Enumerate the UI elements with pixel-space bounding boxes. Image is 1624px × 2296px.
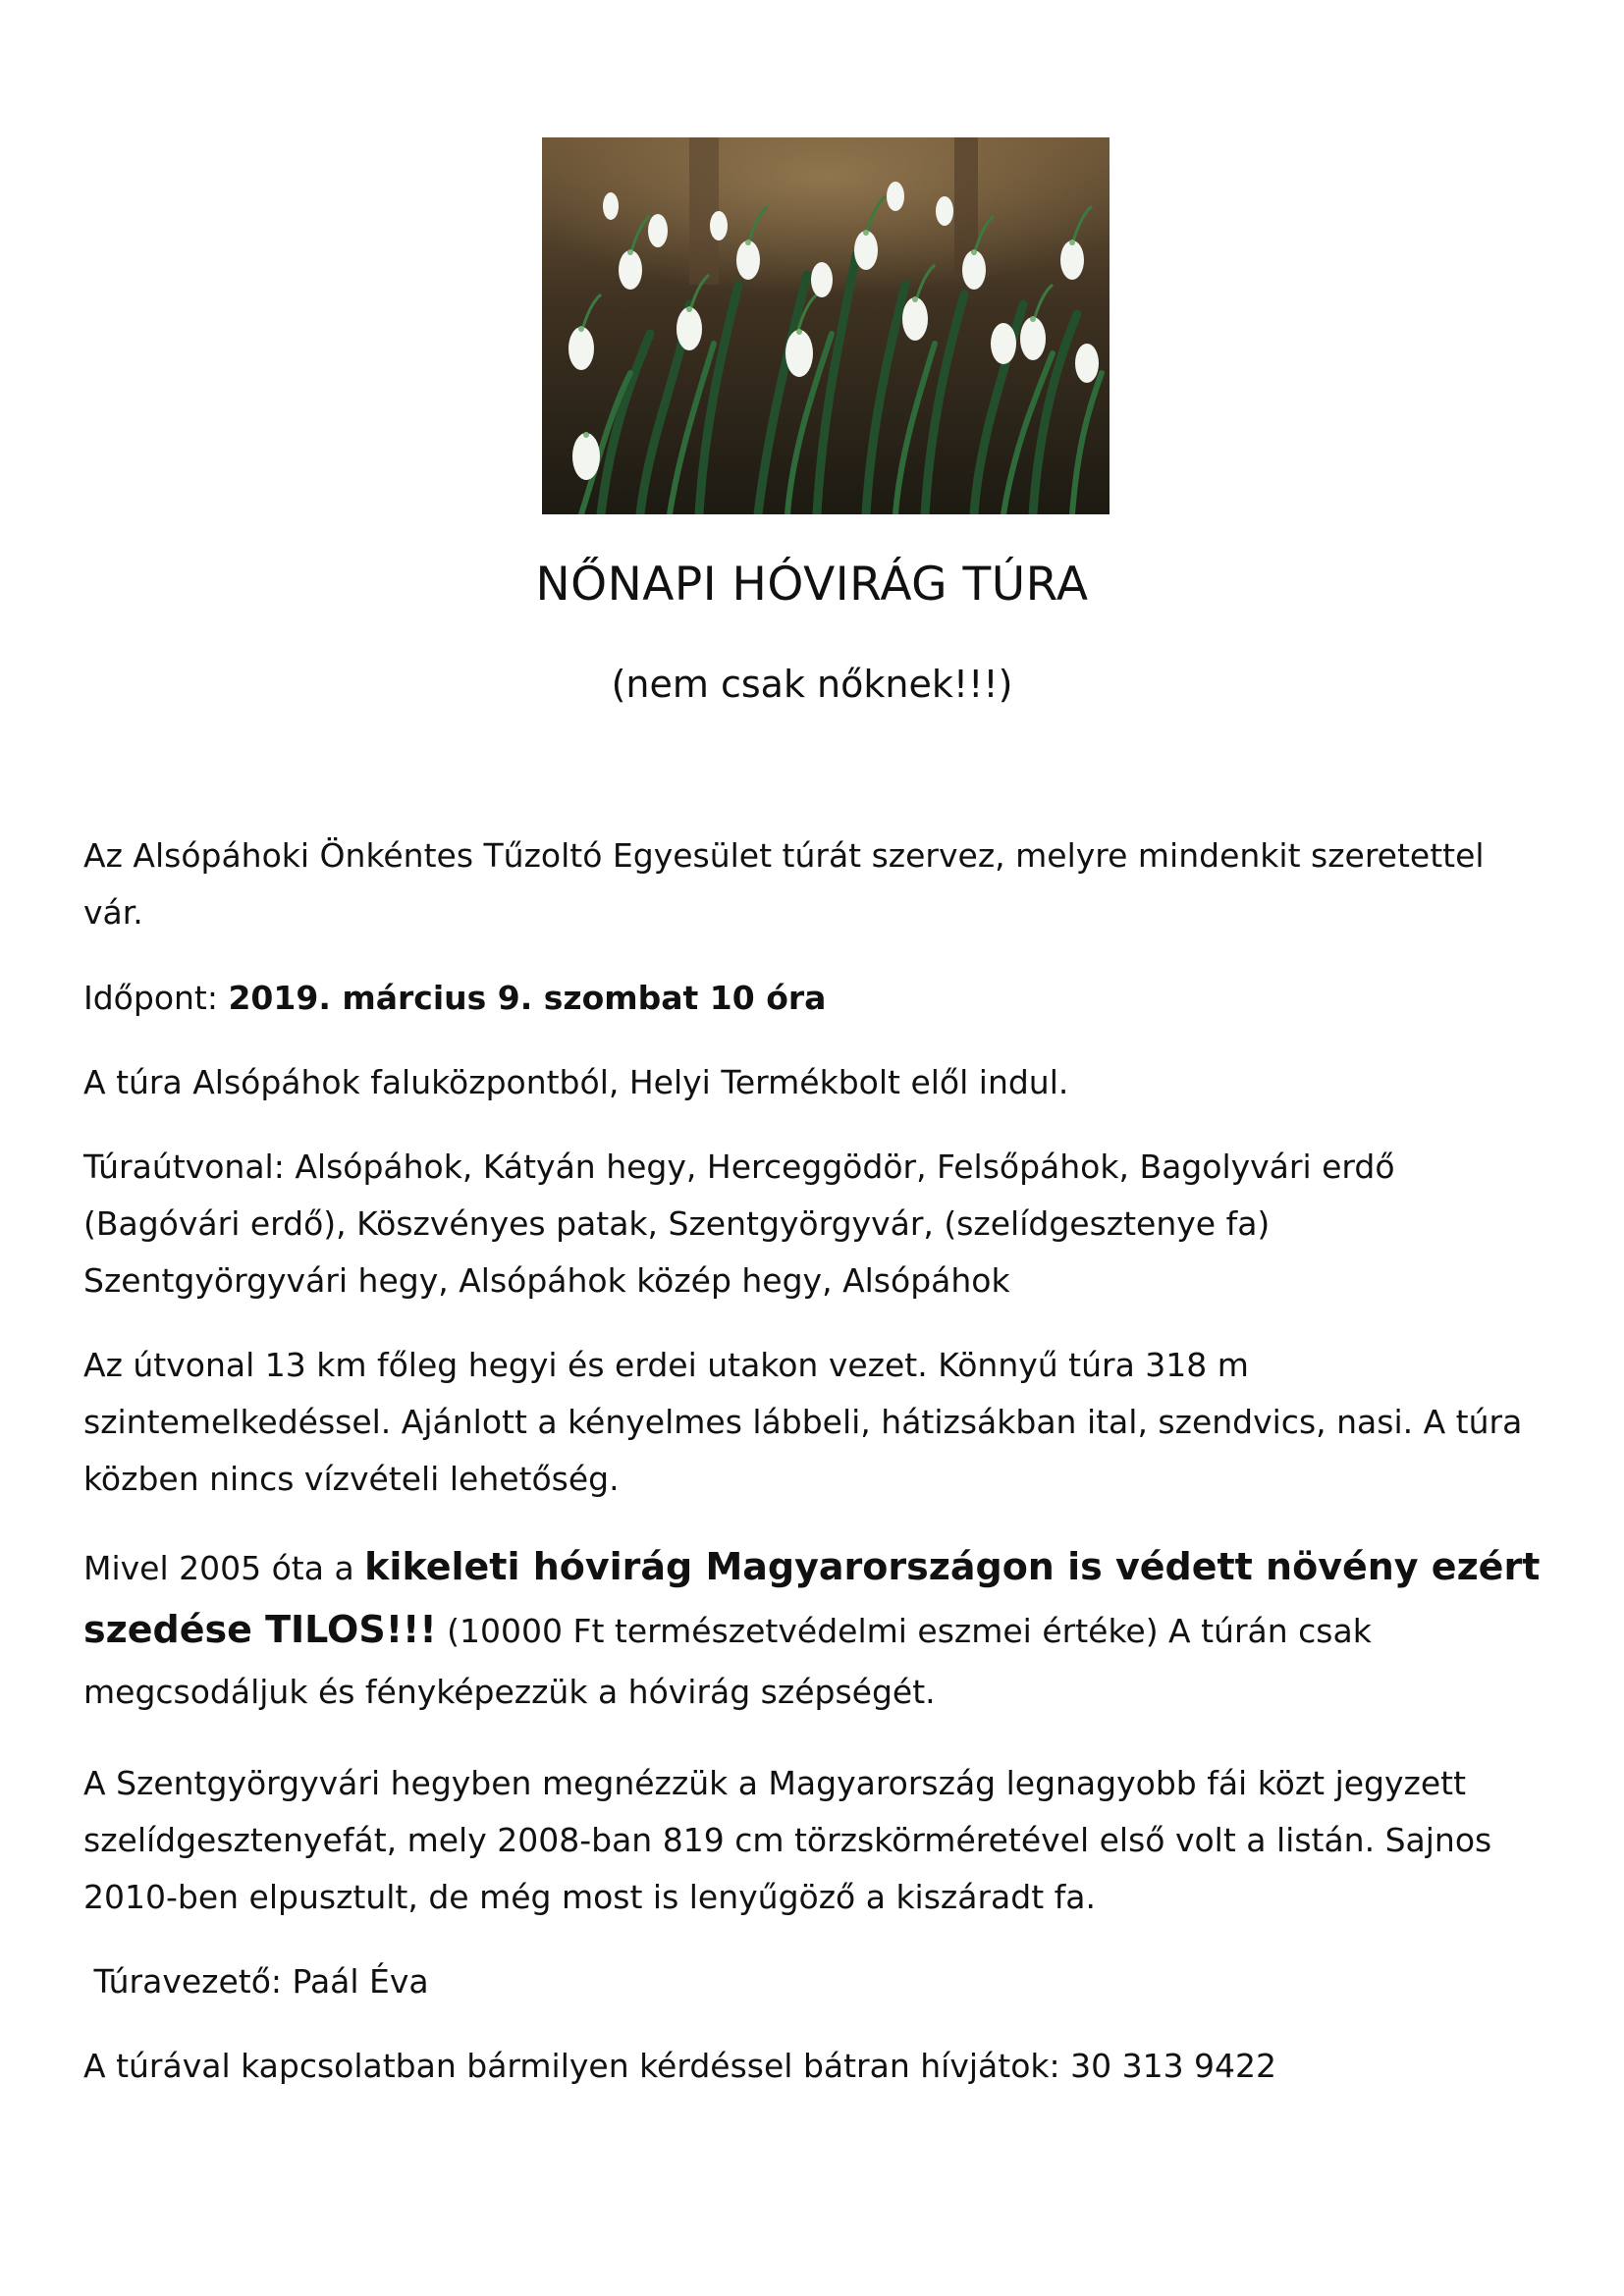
tree-line-2: szelídgesztenyefát, mely 2008-ban 819 cm törzskörméretével első volt a listán. Sajnos: [83, 1821, 1492, 1859]
info-line-3: közben nincs vízvételi lehetőség.: [83, 1460, 620, 1498]
contact-line: A túrával kapcsolatban bármilyen kérdéssel bátran hívjátok: 30 313 9422: [83, 2047, 1277, 2085]
flyer-title: NŐNAPI HÓVIRÁG TÚRA: [535, 558, 1089, 612]
snowdrop-photo: [542, 137, 1110, 514]
info-paragraph: [83, 1337, 1556, 1508]
route-line-3: Szentgyörgyvári hegy, Alsópáhok közép hegy, Alsópáhok: [83, 1261, 1010, 1300]
tree-line-1: A Szentgyörgyvári hegyben megnézzük a Magyarország legnagyobb fái közt jegyzett: [83, 1764, 1467, 1802]
start-paragraph: A túra Alsópáhok faluközpontból, Helyi Termékbolt elől indul.: [83, 1063, 1069, 1101]
time-value: 2019. március 9. szombat 10 óra: [228, 979, 827, 1017]
route-line-2: (Bagóvári erdő), Köszvényes patak, Szentgyörgyvár, (szelídgesztenye fa): [83, 1204, 1271, 1243]
time-paragraph: [83, 970, 1556, 1027]
info-line-1: Az útvonal 13 km főleg hegyi és erdei utakon vezet. Könnyű túra 318 m: [83, 1346, 1249, 1384]
flyer-subtitle: (nem csak nőknek!!!): [611, 663, 1013, 706]
route-line-1: Túraútvonal: Alsópáhok, Kátyán hegy, Herceggödör, Felsőpáhok, Bagolyvári erdő: [83, 1148, 1395, 1186]
time-label: Időpont:: [83, 979, 229, 1017]
protection-paragraph: [83, 1536, 1556, 1723]
protect-bold-1: kikeleti hóvirág Magyarországon is védett növény ezért: [364, 1545, 1541, 1588]
protect-rest: (10000 Ft természetvédelmi eszmei értéke) A túrán csak: [436, 1612, 1372, 1650]
route-paragraph: [83, 1139, 1556, 1309]
guide-line: Túravezető: Paál Éva: [83, 1962, 429, 2001]
intro-paragraph: [83, 828, 1556, 941]
protect-bold-2: szedése TILOS!!!: [83, 1608, 437, 1651]
protect-pre: Mivel 2005 óta a: [83, 1549, 365, 1587]
protect-line-3: megcsodáljuk és fényképezzük a hóvirág szépségét.: [83, 1673, 936, 1711]
tree-line-3: 2010-ben elpusztult, de még most is lenyűgöző a kiszáradt fa.: [83, 1878, 1096, 1916]
intro-line-2: vár.: [83, 893, 143, 932]
tree-paragraph: [83, 1755, 1556, 1926]
intro-line-1: Az Alsópáhoki Önkéntes Tűzoltó Egyesület túrát szervez, melyre mindenkit szeretettel: [83, 836, 1485, 875]
info-line-2: szintemelkedéssel. Ajánlott a kényelmes lábbeli, hátizsákban ital, szendvics, nasi. A túra: [83, 1403, 1523, 1441]
